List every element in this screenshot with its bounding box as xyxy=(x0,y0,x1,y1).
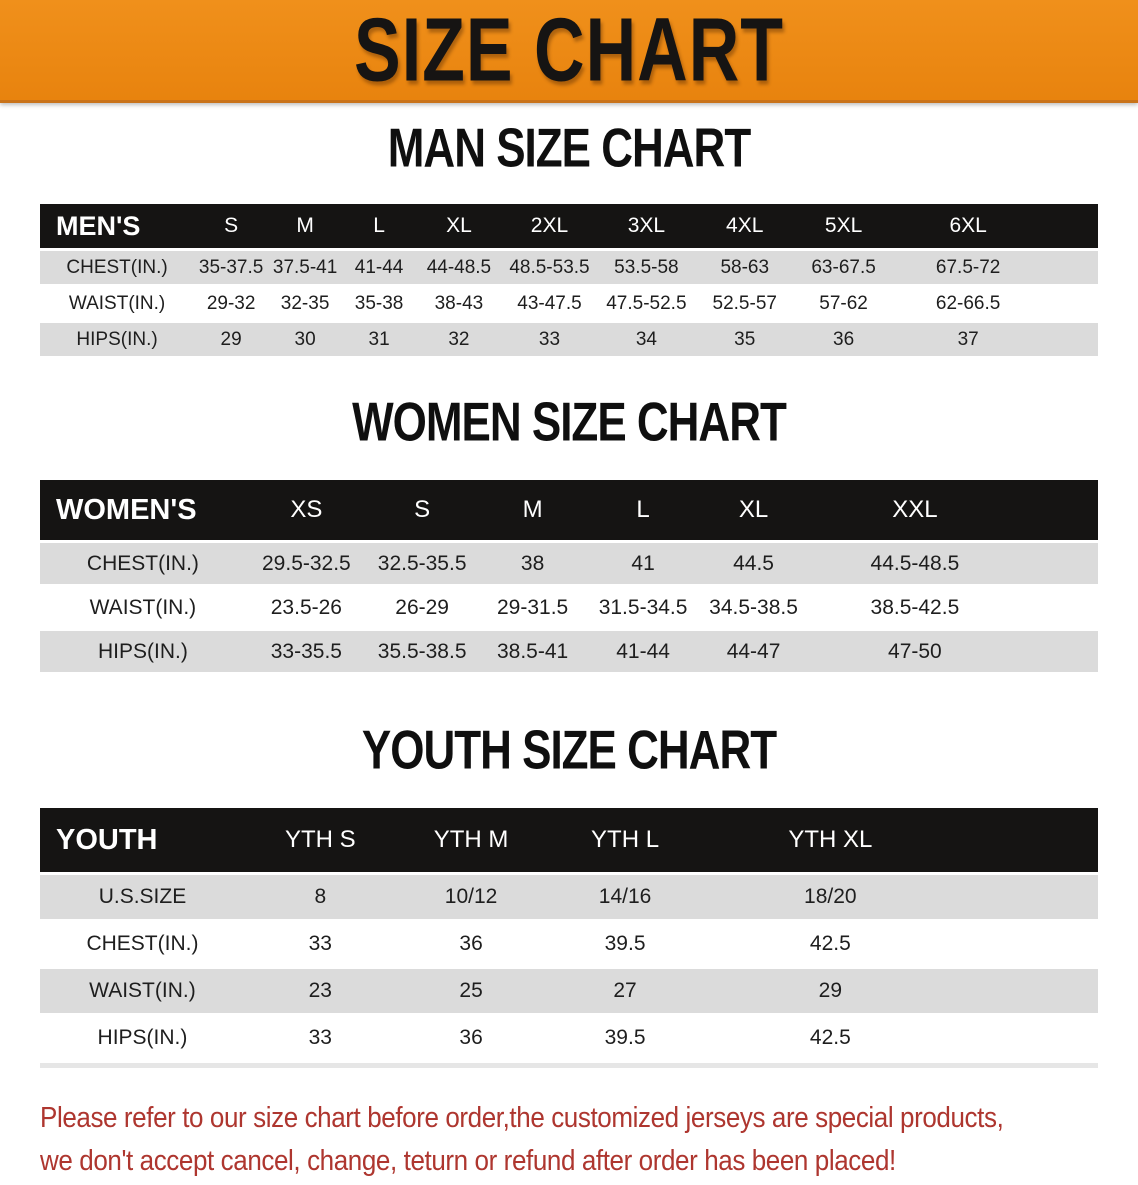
size-value-cell: 38.5-42.5 xyxy=(809,587,1098,628)
size-column-header: M xyxy=(477,480,587,540)
row-label: WAIST(IN.) xyxy=(40,587,246,628)
size-value-cell: 36 xyxy=(396,1016,547,1060)
table-row xyxy=(40,543,1098,584)
size-value-cell: 53.5-58 xyxy=(597,251,695,284)
row-label: HIPS(IN.) xyxy=(40,631,246,672)
disclaimer xyxy=(40,1096,1138,1182)
size-value-cell: 18/20 xyxy=(704,875,1098,919)
size-value-cell: 33-35.5 xyxy=(246,631,367,672)
size-value-cell: 42.5 xyxy=(704,922,1098,966)
size-column-header: XL xyxy=(416,204,502,248)
size-value-cell: 32 xyxy=(416,323,502,356)
size-value-cell: 39.5 xyxy=(546,922,703,966)
size-value-cell: 29 xyxy=(704,969,1098,1013)
table-row xyxy=(40,323,1098,356)
size-value-cell: 27 xyxy=(546,969,703,1013)
size-value-cell: 32-35 xyxy=(268,287,342,320)
size-value-cell: 37.5-41 xyxy=(268,251,342,284)
size-value-cell: 44.5 xyxy=(698,543,808,584)
youth-section-heading xyxy=(0,719,1138,781)
size-value-cell: 44.5-48.5 xyxy=(809,543,1098,584)
size-value-cell: 37 xyxy=(893,323,1098,356)
size-value-cell: 29-31.5 xyxy=(477,587,587,628)
table-title-cell: YOUTH xyxy=(40,808,245,872)
size-value-cell: 14/16 xyxy=(546,875,703,919)
size-value-cell: 32.5-35.5 xyxy=(367,543,477,584)
row-label: U.S.SIZE xyxy=(40,875,245,919)
size-value-cell: 35-37.5 xyxy=(194,251,268,284)
banner-title: SIZE CHART xyxy=(354,0,784,100)
size-value-cell: 57-62 xyxy=(794,287,893,320)
size-value-cell: 29.5-32.5 xyxy=(246,543,367,584)
table-header-row xyxy=(40,480,1098,540)
size-value-cell: 23.5-26 xyxy=(246,587,367,628)
table-row xyxy=(40,969,1098,1013)
size-column-header: 6XL xyxy=(893,204,1098,248)
table-row xyxy=(40,587,1098,628)
size-value-cell: 44-48.5 xyxy=(416,251,502,284)
size-value-cell: 35-38 xyxy=(342,287,416,320)
youth-table-bottom-strip xyxy=(40,1063,1098,1068)
size-value-cell: 23 xyxy=(245,969,396,1013)
table-header-row xyxy=(40,808,1098,872)
size-value-cell: 38 xyxy=(477,543,587,584)
size-value-cell: 39.5 xyxy=(546,1016,703,1060)
size-column-header: M xyxy=(268,204,342,248)
youth-section-heading-text: YOUTH SIZE CHART xyxy=(361,719,777,781)
women-size-table xyxy=(40,477,1098,675)
youth-size-table xyxy=(40,805,1098,1063)
size-value-cell: 47-50 xyxy=(809,631,1098,672)
size-value-cell: 62-66.5 xyxy=(893,287,1098,320)
size-value-cell: 35.5-38.5 xyxy=(367,631,477,672)
table-row xyxy=(40,287,1098,320)
disclaimer-line-2: we don't accept cancel, change, teturn or refund after order has been placed! xyxy=(40,1143,896,1177)
size-value-cell: 52.5-57 xyxy=(696,287,794,320)
size-column-header: YTH M xyxy=(396,808,547,872)
size-value-cell: 25 xyxy=(396,969,547,1013)
row-label: CHEST(IN.) xyxy=(40,922,245,966)
row-label: WAIST(IN.) xyxy=(40,287,194,320)
disclaimer-line-1: Please refer to our size chart before order,the customized jerseys are special products, xyxy=(40,1100,1004,1134)
size-column-header: 5XL xyxy=(794,204,893,248)
table-title-cell: WOMEN'S xyxy=(40,480,246,540)
table-row xyxy=(40,875,1098,919)
size-value-cell: 43-47.5 xyxy=(502,287,597,320)
size-value-cell: 10/12 xyxy=(396,875,547,919)
size-column-header: L xyxy=(342,204,416,248)
table-row xyxy=(40,251,1098,284)
size-value-cell: 29 xyxy=(194,323,268,356)
size-chart-banner xyxy=(0,0,1138,103)
size-value-cell: 38.5-41 xyxy=(477,631,587,672)
table-header-row xyxy=(40,204,1098,248)
size-value-cell: 8 xyxy=(245,875,396,919)
size-value-cell: 47.5-52.5 xyxy=(597,287,695,320)
row-label: HIPS(IN.) xyxy=(40,1016,245,1060)
size-value-cell: 41-44 xyxy=(588,631,698,672)
size-value-cell: 31 xyxy=(342,323,416,356)
size-column-header: XL xyxy=(698,480,808,540)
size-column-header: YTH L xyxy=(546,808,703,872)
size-value-cell: 41 xyxy=(588,543,698,584)
size-value-cell: 33 xyxy=(245,922,396,966)
size-value-cell: 38-43 xyxy=(416,287,502,320)
size-column-header: L xyxy=(588,480,698,540)
size-value-cell: 34.5-38.5 xyxy=(698,587,808,628)
size-column-header: YTH XL xyxy=(704,808,1098,872)
size-column-header: XS xyxy=(246,480,367,540)
size-value-cell: 36 xyxy=(396,922,547,966)
size-column-header: 4XL xyxy=(696,204,794,248)
men-section-heading-text: MAN SIZE CHART xyxy=(387,117,751,179)
size-value-cell: 35 xyxy=(696,323,794,356)
size-value-cell: 41-44 xyxy=(342,251,416,284)
size-value-cell: 34 xyxy=(597,323,695,356)
size-value-cell: 33 xyxy=(245,1016,396,1060)
women-section-heading-text: WOMEN SIZE CHART xyxy=(352,391,786,453)
size-value-cell: 36 xyxy=(794,323,893,356)
row-label: HIPS(IN.) xyxy=(40,323,194,356)
size-value-cell: 31.5-34.5 xyxy=(588,587,698,628)
size-value-cell: 58-63 xyxy=(696,251,794,284)
size-value-cell: 67.5-72 xyxy=(893,251,1098,284)
size-value-cell: 29-32 xyxy=(194,287,268,320)
row-label: CHEST(IN.) xyxy=(40,251,194,284)
size-column-header: S xyxy=(367,480,477,540)
size-value-cell: 44-47 xyxy=(698,631,808,672)
size-column-header: 3XL xyxy=(597,204,695,248)
size-value-cell: 42.5 xyxy=(704,1016,1098,1060)
row-label: CHEST(IN.) xyxy=(40,543,246,584)
row-label: WAIST(IN.) xyxy=(40,969,245,1013)
table-row xyxy=(40,922,1098,966)
women-section-heading xyxy=(0,391,1138,453)
men-size-table xyxy=(40,201,1098,359)
size-column-header: S xyxy=(194,204,268,248)
size-value-cell: 63-67.5 xyxy=(794,251,893,284)
size-value-cell: 30 xyxy=(268,323,342,356)
table-title-cell: MEN'S xyxy=(40,204,194,248)
table-row xyxy=(40,1016,1098,1060)
men-section-heading xyxy=(0,117,1138,179)
size-value-cell: 48.5-53.5 xyxy=(502,251,597,284)
size-value-cell: 26-29 xyxy=(367,587,477,628)
table-row xyxy=(40,631,1098,672)
size-column-header: YTH S xyxy=(245,808,396,872)
size-value-cell: 33 xyxy=(502,323,597,356)
size-column-header: 2XL xyxy=(502,204,597,248)
size-column-header: XXL xyxy=(809,480,1098,540)
